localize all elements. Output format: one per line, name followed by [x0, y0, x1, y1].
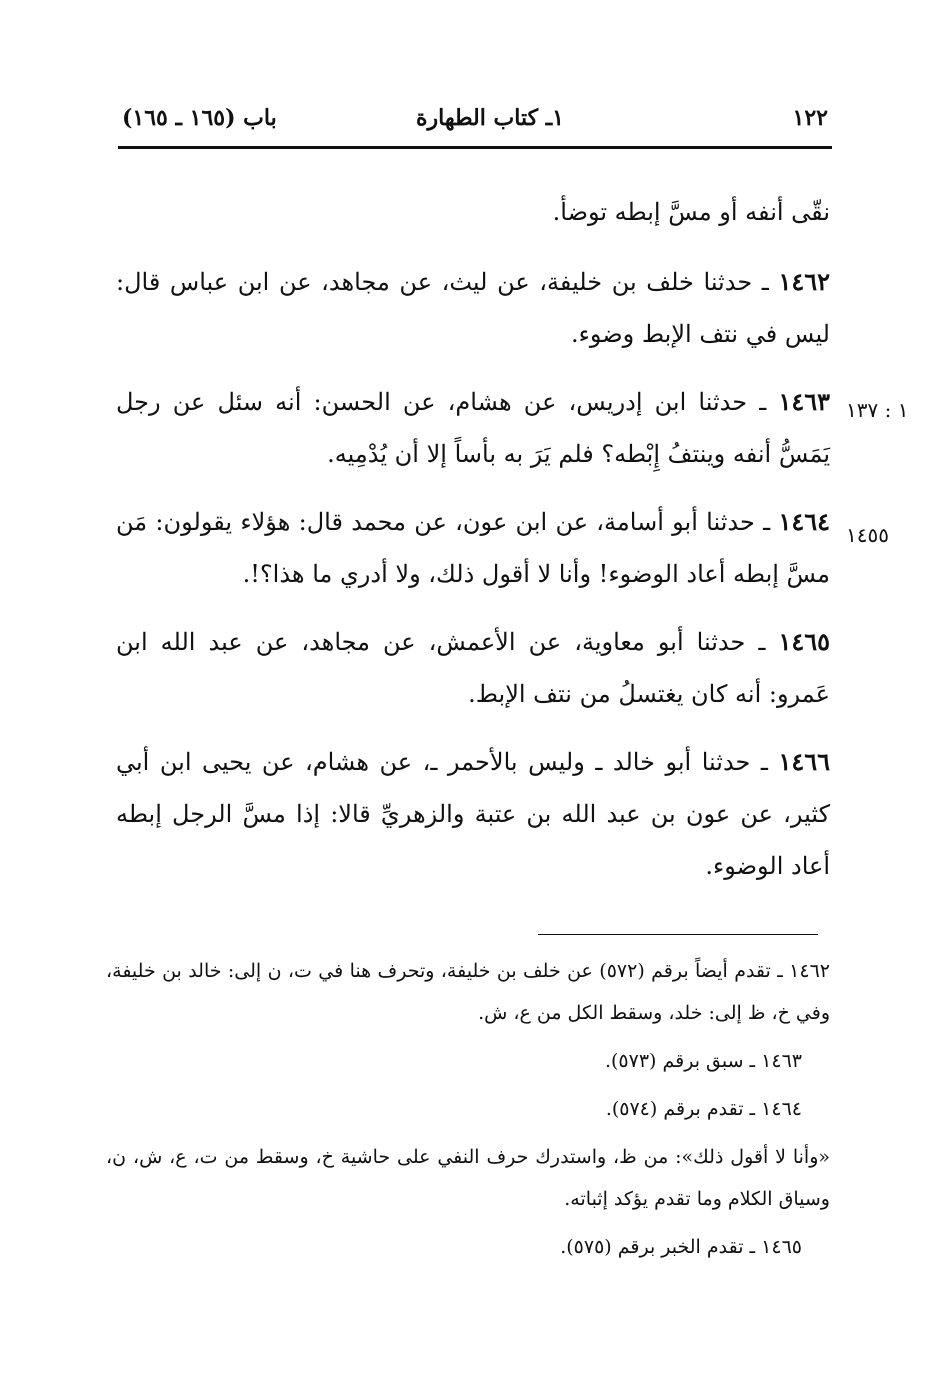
footnotes — [106, 950, 830, 1274]
hadith-number: ١٤٦٦ — [778, 747, 830, 776]
hadith-text: ـ حدثنا خلف بن خليفة، عن ليث، عن مجاهد، عن ابن عباس قال: ليس في نتف الإبط وضوء. — [116, 268, 830, 348]
header-rule — [118, 146, 832, 149]
hadith-1464 — [116, 496, 830, 600]
paragraph-continuation — [116, 186, 830, 238]
hadith-1462 — [116, 256, 830, 360]
hadith-1466 — [116, 736, 830, 892]
hadith-number: ١٤٦٣ — [778, 387, 830, 416]
paragraph-text: نقّى أنفه أو مسَّ إبطه توضأ. — [552, 198, 830, 226]
hadith-number: ١٤٦٥ — [778, 627, 830, 656]
hadith-number: ١٤٦٤ — [778, 507, 830, 536]
hadith-1465 — [116, 616, 830, 720]
hadith-1463 — [116, 376, 830, 480]
footnote-1462: ١٤٦٢ ـ تقدم أيضاً برقم (٥٧٢) عن خلف بن خليفة، وتحرف هنا في ت، ن إلى: خالد بن خليفة، وفي خ، ظ إلى: خلد، وسقط الكل من ع، ش. — [106, 960, 830, 1024]
page-header — [118, 98, 832, 138]
footnote-1463: ١٤٦٣ ـ سبق برقم (٥٧٣). — [604, 1050, 802, 1072]
footnote-1465: ١٤٦٥ ـ تقدم الخبر برقم (٥٧٥). — [560, 1236, 802, 1258]
hadith-text: ـ حدثنا ابن إدريس، عن هشام، عن الحسن: أنه سئل عن رجل يَمَسُّ أنفه وينتفُ إِبْطه؟ فلم يَرَ به بأساً إلا أن يُدْمِيه. — [116, 388, 830, 468]
page-number: ١٢٢ — [792, 105, 828, 131]
hadith-text: ـ حدثنا أبو خالد ـ وليس بالأحمر ـ، عن هشام، عن يحيى ابن أبي كثير، عن عون بن عبد الله بن عتبة والزهريِّ قالا: إذا مسَّ الرجل إبطه أعاد الوضوء. — [116, 748, 830, 880]
hadith-text: ـ حدثنا أبو أسامة، عن ابن عون، عن محمد قال: هؤلاء يقولون: مَن مسَّ إبطه أعاد الوضوء! وأنا لا أقول ذلك، ولا أدري ما هذا؟!. — [116, 508, 830, 588]
footnote-variant-note: «وأنا لا أقول ذلك»: من ظ، واستدرك حرف النفي على حاشية خ، وسقط من ت، ع، ش، ن، وسياق الكلام وما تقدم يؤكد إثباته. — [106, 1146, 830, 1210]
footnote-rule — [538, 934, 818, 935]
margin-note-1463: ١ : ١٣٧ — [846, 398, 909, 422]
chapter-range: باب (١٦٥ ـ ١٦٥) — [122, 105, 277, 131]
margin-note-1464: ١٤٥٥ — [846, 523, 889, 547]
footnote-1464: ١٤٦٤ ـ تقدم برقم (٥٧٤). — [605, 1098, 802, 1120]
hadith-number: ١٤٦٢ — [778, 267, 830, 296]
main-text — [116, 186, 830, 908]
hadith-text: ـ حدثنا أبو معاوية، عن الأعمش، عن مجاهد، عن عبد الله ابن عَمرو: أنه كان يغتسلُ من نتف الإبط. — [116, 628, 830, 708]
book-title: ١ـ كتاب الطهارة — [416, 105, 564, 131]
